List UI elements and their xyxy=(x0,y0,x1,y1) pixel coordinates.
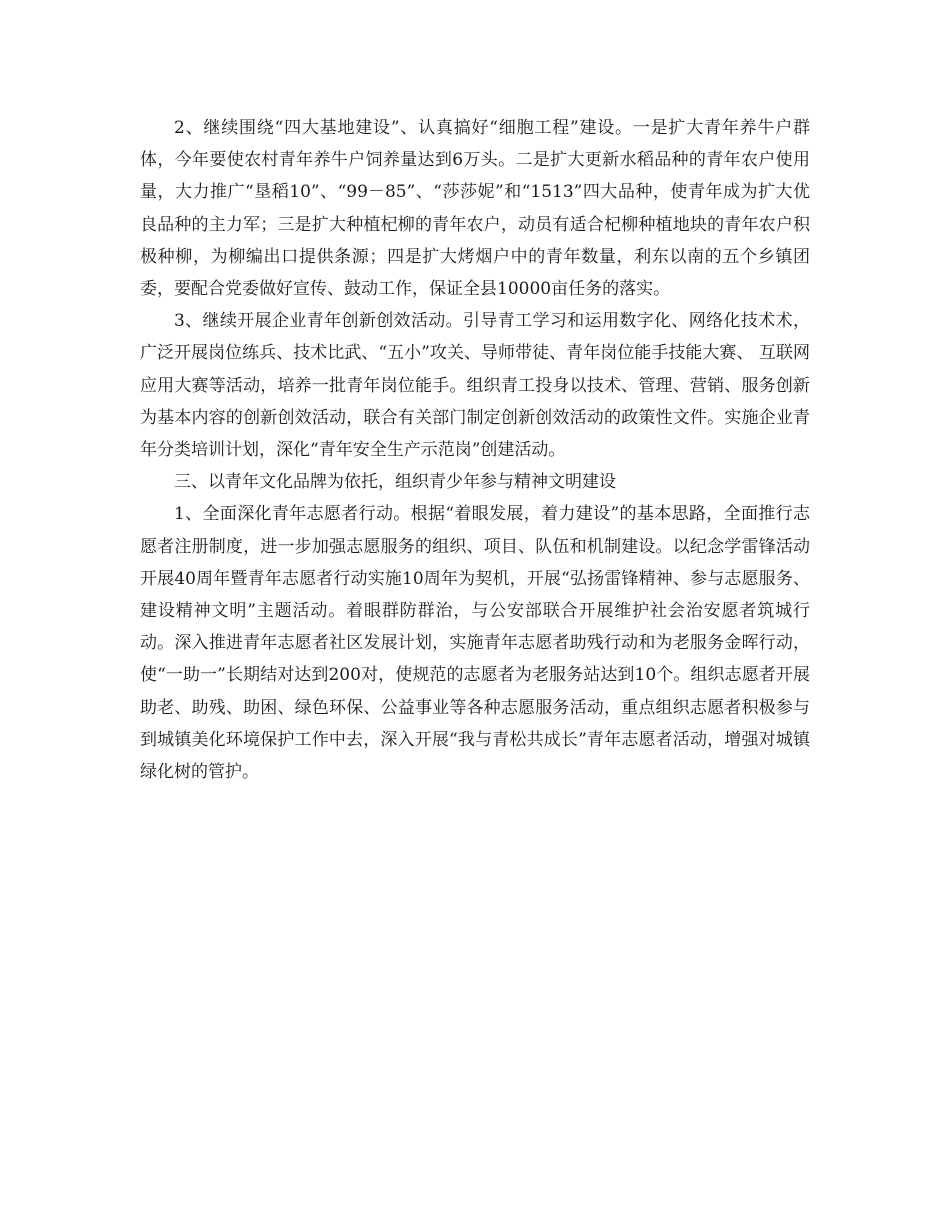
section-heading-3: 三、以青年文化品牌为依托，组织青少年参与精神文明建设 xyxy=(174,472,616,493)
document-body xyxy=(140,112,810,788)
paragraph-item-1-volunteers: 1、全面深化青年志愿者行动。根据“着眼发展，着力建设”的基本思路，全面推行志愿者注册制度，进一步加强志愿服务的组织、项目、队伍和机制建设。以纪念学雷锋活动开展40周年暨青年志愿者行动实施10周年为契机，开展“弘扬雷锋精神、参与志愿服务、建设精神文明”主题活动。着眼群防群治，与公安部联合开展维护社会治安愿者筑城行动。深入推进青年志愿者社区发展计划，实施青年志愿者助残行动和为老服务金晖行动，使“一助一”长期结对达到200对，使规范的志愿者为老服务站达到10个。组织志愿者开展助老、助残、助困、绿色环保、公益事业等各种志愿服务活动，重点组织志愿者积极参与到城镇美化环境保护工作中去，深入开展“我与青松共成长”青年志愿者活动，增强对城镇绿化树的管护。 xyxy=(140,504,810,783)
paragraph-item-3-innovation: 3、继续开展企业青年创新创效活动。引导青工学习和运用数字化、网络化技术术，广泛开展岗位练兵、技术比武、“五小”攻关、导师带徒、青年岗位能手技能大赛、 互联网应用大赛等活动，培养一批青年岗位能手。组织青工投身以技术、管理、营销、服务创新为基本内容的创新创效活动，联合有关部门制定创新创效活动的政策性文件。实施企业青年分类培训计划，深化“青年安全生产示范岗”创建活动。 xyxy=(140,311,810,461)
paragraph-item-2-basics: 2、继续围绕“四大基地建设”、认真搞好“细胞工程”建设。一是扩大青年养牛户群体，今年要使农村青年养牛户饲养量达到6万头。二是扩大更新水稻品种的青年农户使用量，大力推广“垦稻10”、“99－85”、“莎莎妮”和“1513”四大品种，使青年成为扩大优良品种的主力军；三是扩大种植杞柳的青年农户，动员有适合杞柳种植地块的青年农户积极种柳，为柳编出口提供条源；四是扩大烤烟户中的青年数量，利东以南的五个乡镇团委，要配合党委做好宣传、鼓动工作，保证全县10000亩任务的落实。 xyxy=(140,118,810,300)
